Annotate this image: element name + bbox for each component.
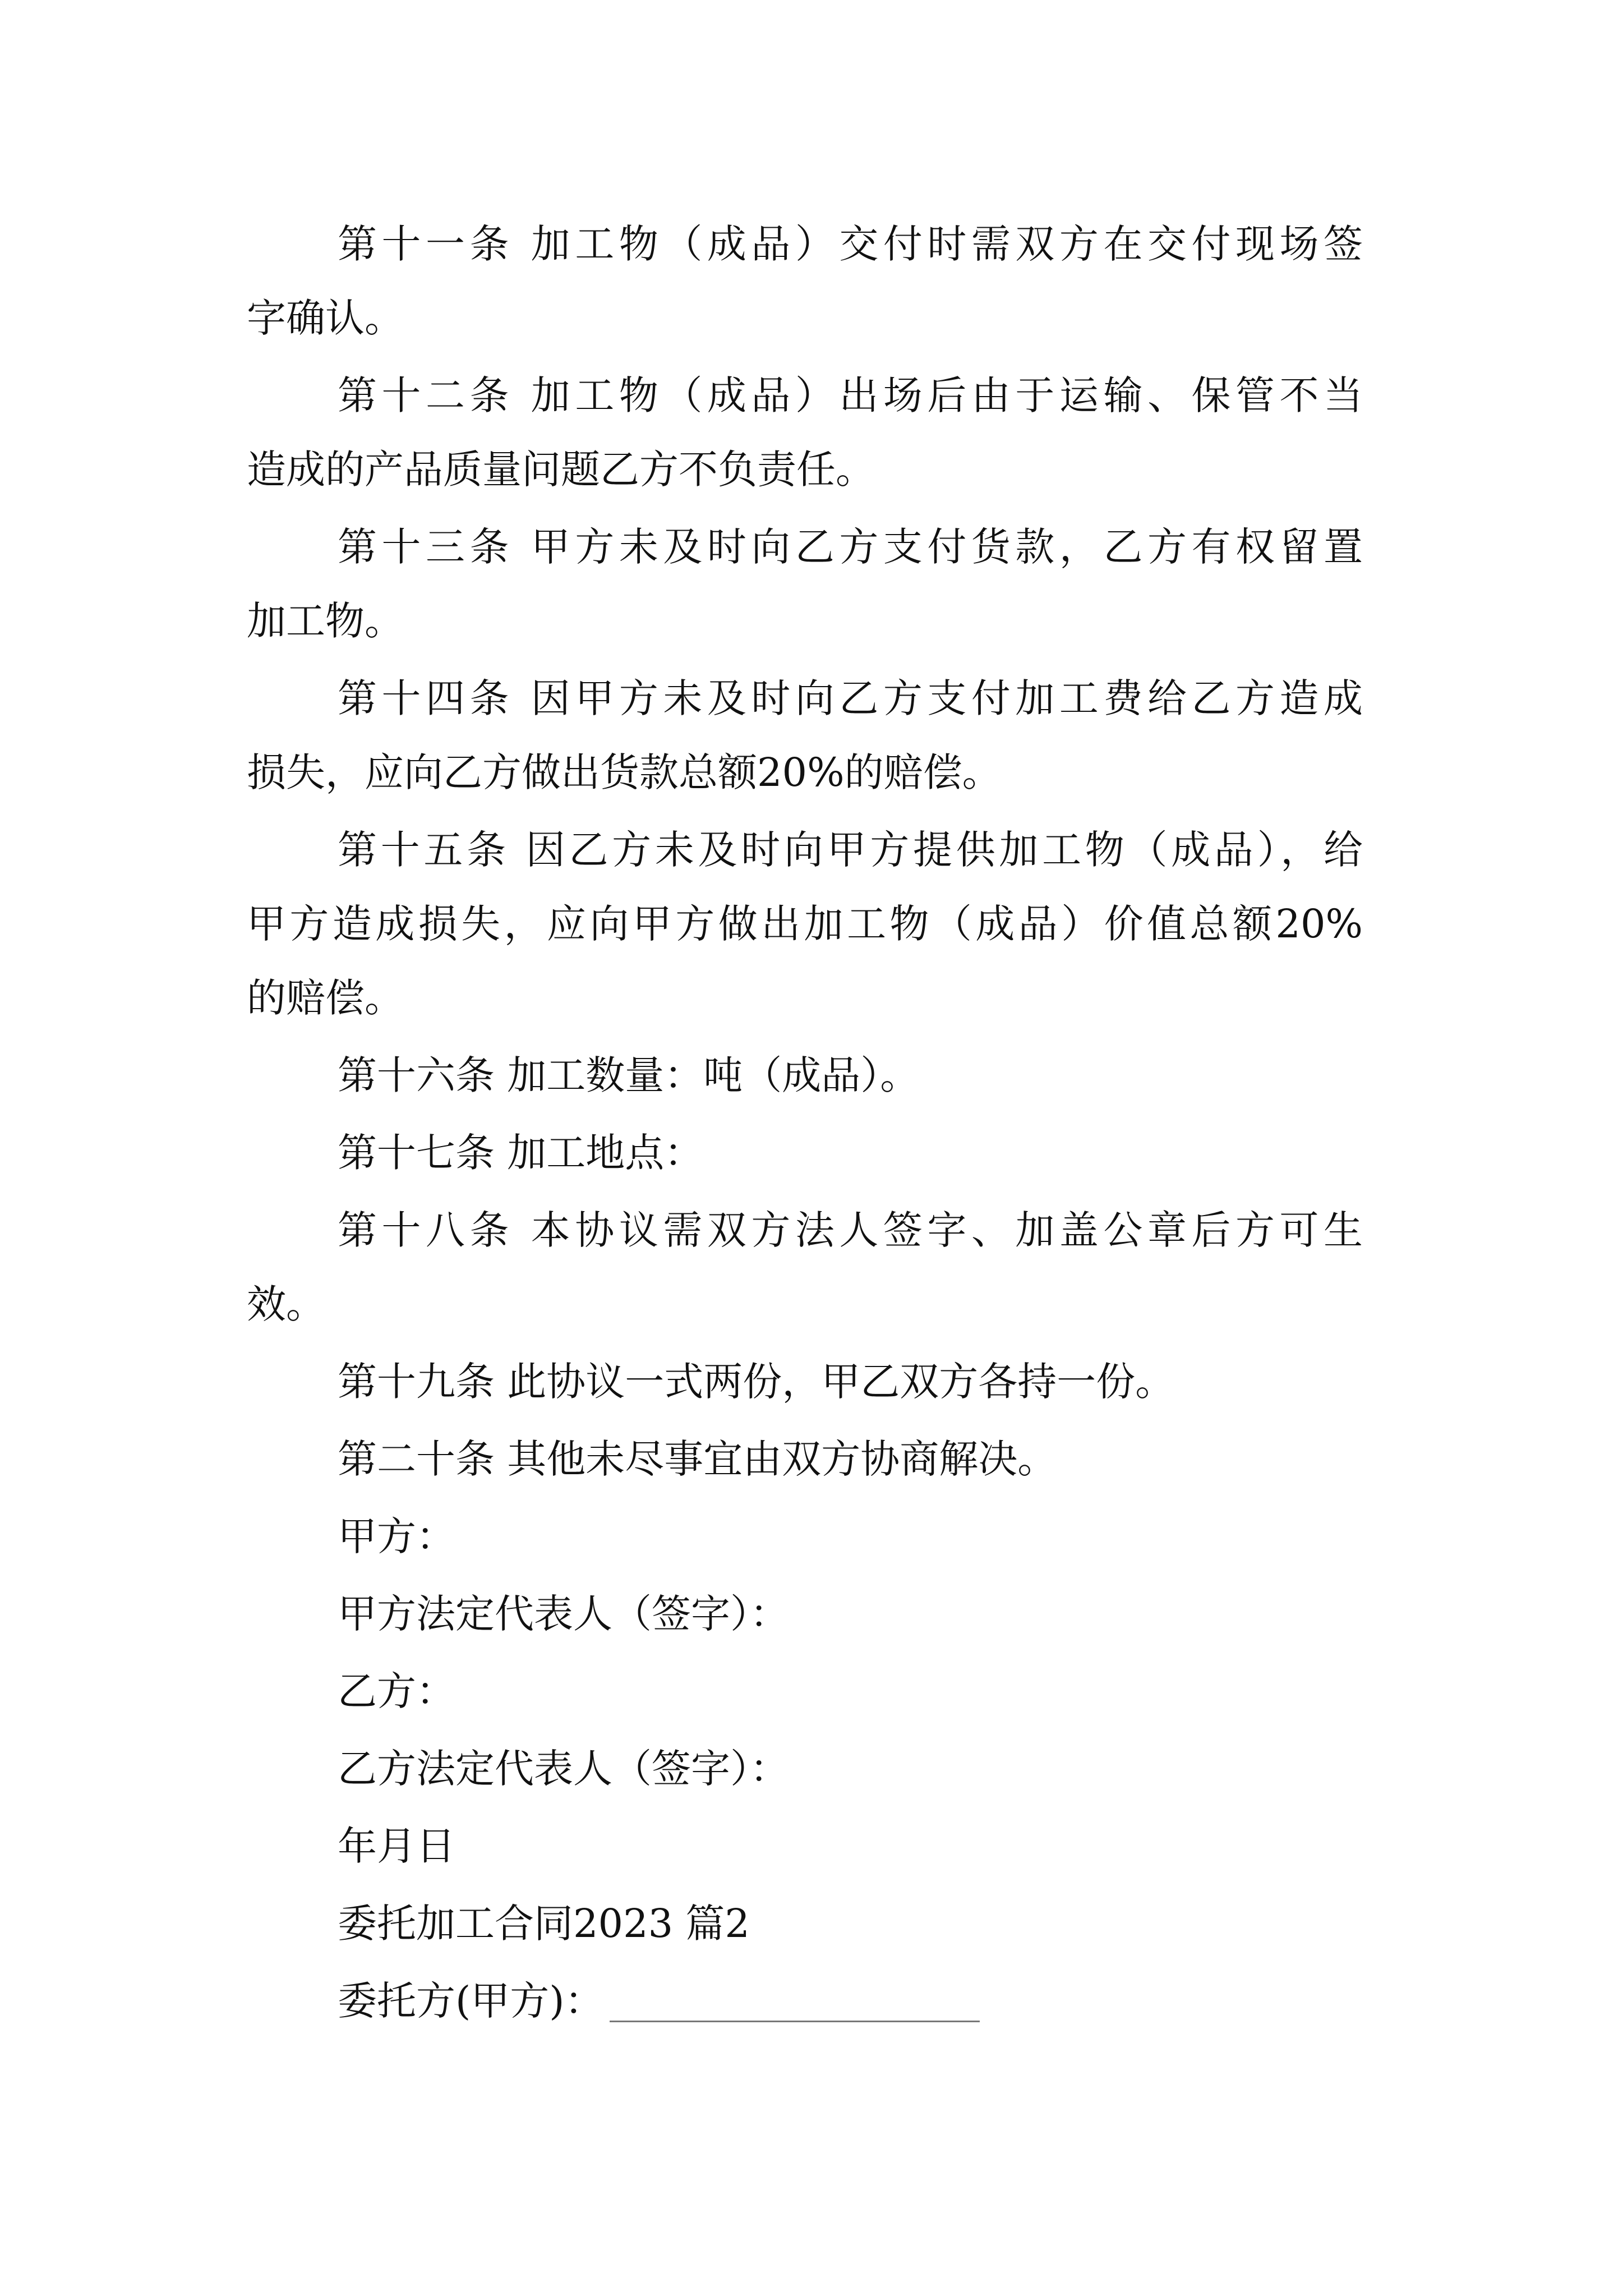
section-heading: 委托加工合同2023 篇2 [338,1901,750,1947]
clause-19: 第十九条 此协议一式两份，甲乙双方各持一份。 [338,1359,1175,1405]
party-b-label: 乙方： [338,1668,455,1714]
clause-17: 第十七条 加工地点： [338,1130,704,1176]
clause-12-line-1: 第十二条 加工物（成品）出场后由于运输、保管不当 [338,372,1363,418]
clause-13-line-2: 加工物。 [247,598,404,644]
clause-14-line-2: 损失，应向乙方做出货款总额20%的赔偿。 [247,749,1002,795]
party-a-representative-label: 甲方法定代表人（签字）： [338,1591,789,1637]
clause-18-line-1: 第十八条 本协议需双方法人签字、加盖公章后方可生 [338,1207,1363,1253]
party-a-label: 甲方： [338,1513,455,1559]
client-party-label: 委托方(甲方)： [338,1978,604,2024]
clause-18-line-2: 效。 [247,1281,325,1327]
clause-12-line-2: 造成的产品质量问题乙方不负责任。 [247,447,875,493]
clause-20: 第二十条 其他未尽事宜由双方协商解决。 [338,1436,1057,1482]
clause-13-line-1: 第十三条 甲方未及时向乙方支付货款，乙方有权留置 [338,524,1363,570]
date-line: 年月日 [338,1823,455,1869]
clause-16: 第十六条 加工数量：吨（成品）。 [338,1052,920,1098]
client-party-blank-underline [610,2021,980,2022]
client-party-line [338,1973,980,2029]
clause-14-line-1: 第十四条 因甲方未及时向乙方支付加工费给乙方造成 [338,675,1363,721]
clause-15-line-3: 的赔偿。 [247,975,404,1021]
clause-15-line-2: 甲方造成损失，应向甲方做出加工物（成品）价值总额20% [247,901,1363,947]
party-b-representative-label: 乙方法定代表人（签字）： [338,1746,789,1792]
clause-11-line-2: 字确认。 [247,295,404,341]
clause-11-line-1: 第十一条 加工物（成品）交付时需双方在交付现场签 [338,221,1363,267]
clause-15-line-1: 第十五条 因乙方未及时向甲方提供加工物（成品），给 [338,827,1363,873]
